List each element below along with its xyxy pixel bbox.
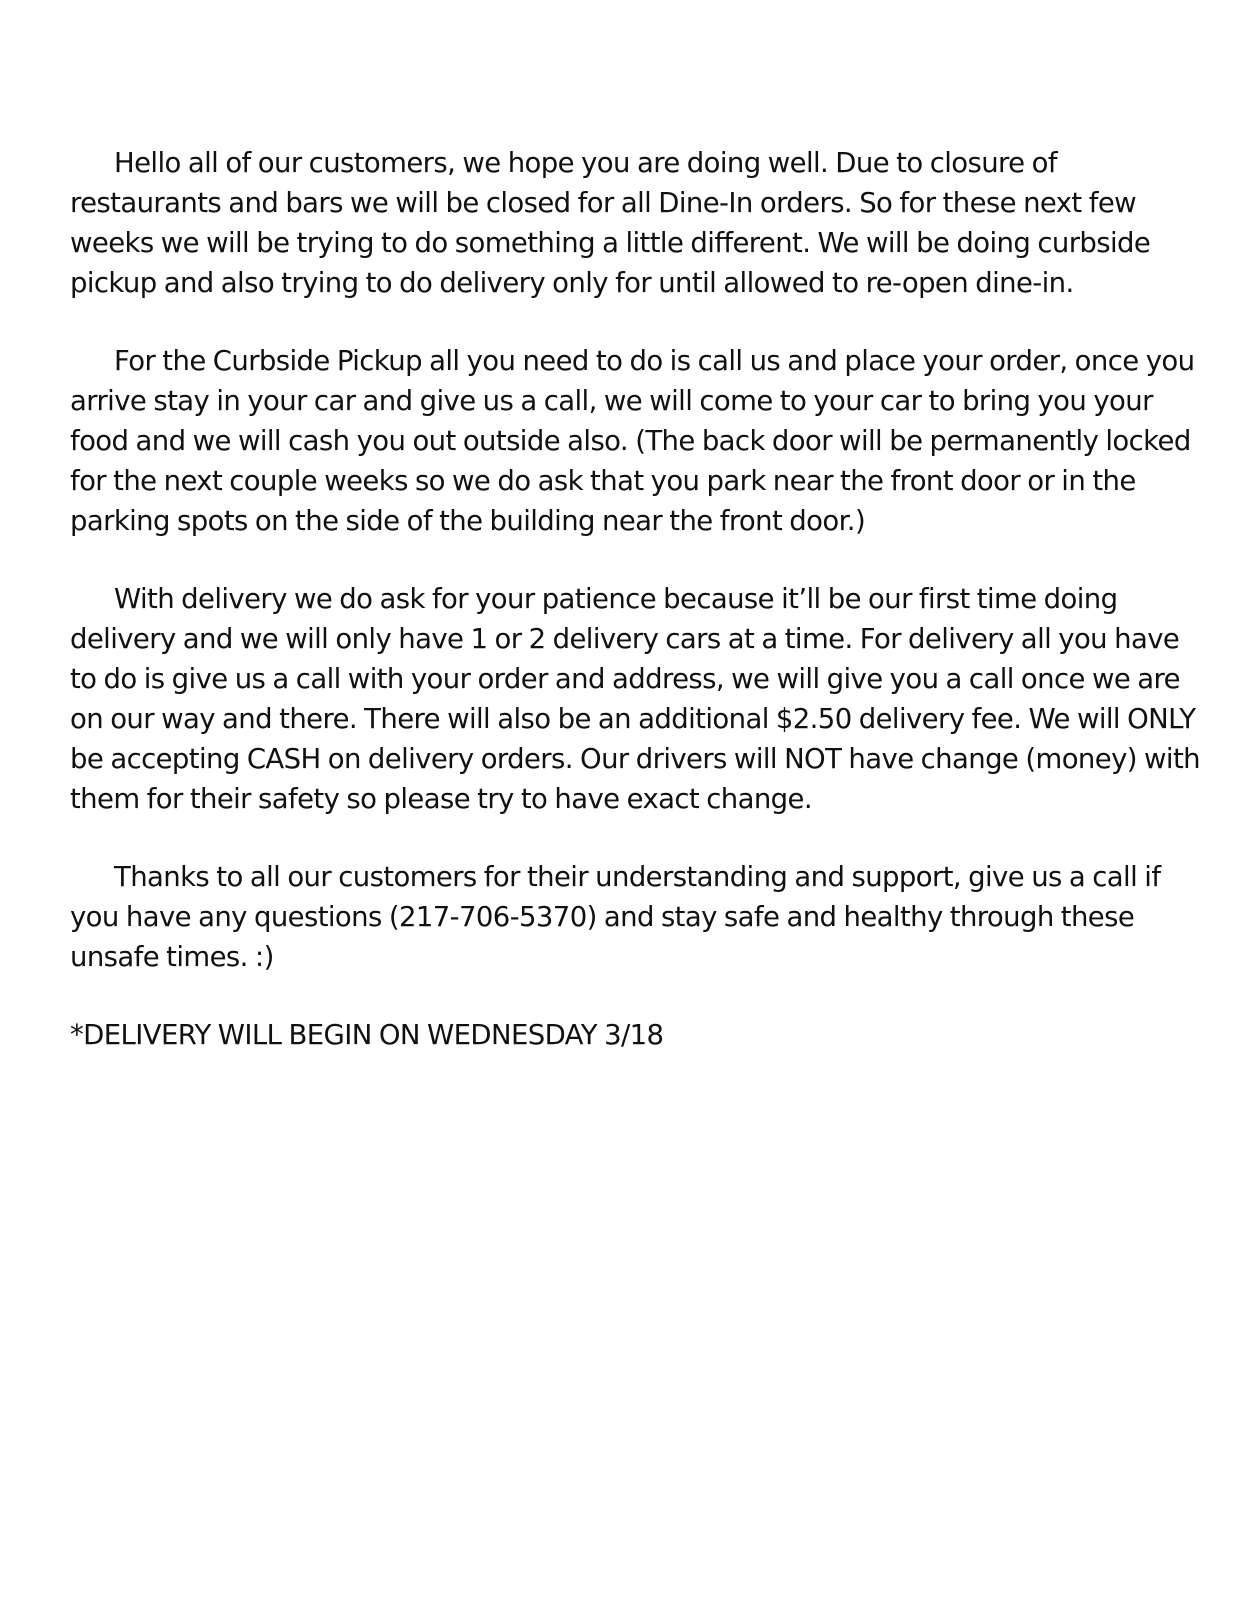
- delivery-paragraph: With delivery we do ask for your patience because it’ll be our first time doing delivery and we will only have 1 or 2 delivery cars at a time. For delivery all you have to do is give us a call with your order and address, we will give you a call once we are on our way and there. There will also be an additional $2.50 delivery fee. We will ONLY be accepting CASH on delivery orders. Our drivers will NOT have change (money) with them for their safety so please try to have exact change.: [70, 583, 1200, 815]
- intro-paragraph: Hello all of our customers, we hope you are doing well. Due to closure of restaurants and bars we will be closed for all Dine-In orders. So for these next few weeks we will be trying to do something a little different. We will be doing curbside pickup and also trying to do delivery only for until allowed to re-open dine-in.: [70, 147, 1151, 299]
- delivery-start-note: *DELIVERY WILL BEGIN ON WEDNESDAY 3/18: [70, 1019, 664, 1051]
- notice-body: [70, 143, 1200, 1055]
- thanks-paragraph: Thanks to all our customers for their understanding and support, give us a call if you have any questions (217-706-5370) and stay safe and healthy through these unsafe times. :): [70, 861, 1161, 973]
- curbside-pickup-paragraph: For the Curbside Pickup all you need to do is call us and place your order, once you arrive stay in your car and give us a call, we will come to your car to bring you your food and we will cash you out outside also. (The back door will be permanently locked for the next couple weeks so we do ask that you park near the front door or in the parking spots on the side of the building near the front door.): [70, 345, 1195, 537]
